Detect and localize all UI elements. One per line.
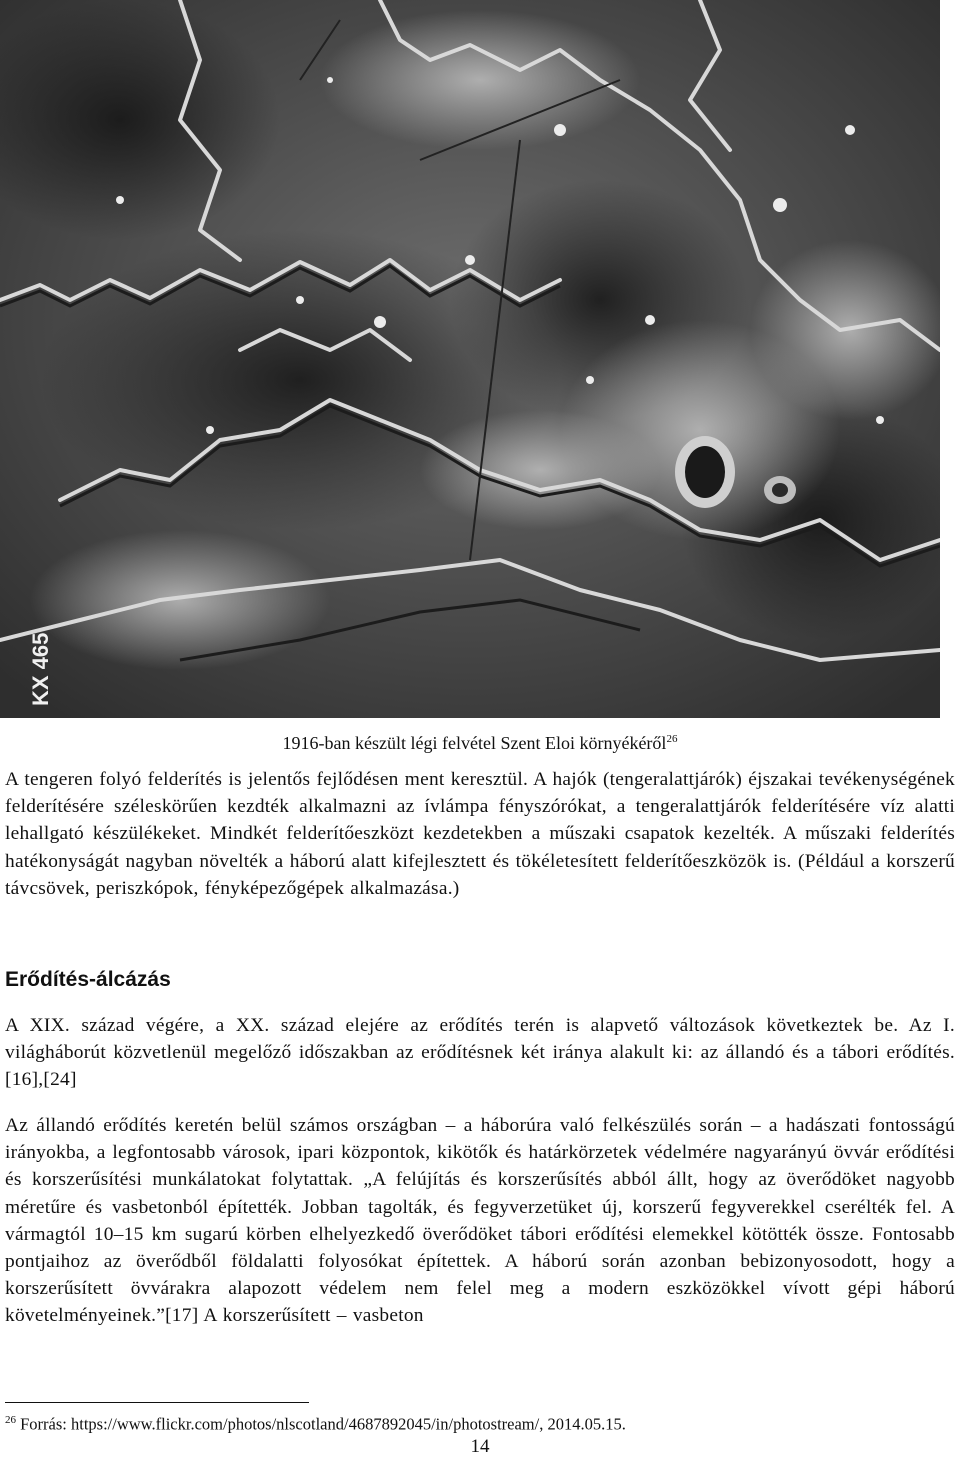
caption-footnote-ref: 26 xyxy=(666,733,678,745)
plate-mark-text: KX 465 xyxy=(28,632,53,706)
caption-text: 1916-ban készült légi felvétel Szent Eloi környékéről xyxy=(282,733,667,753)
page-number: 14 xyxy=(470,1436,490,1457)
aerial-photograph xyxy=(0,0,940,718)
paragraph-fortification-intro: A XIX. század végére, a XX. század elejére az erődítés terén is alapvető változások következtek be. Az I. világháborút közvetlenül megelőző időszakban az erődítésnek két iránya alakult ki: az állandó és a tábori erődítés.[16],[24] xyxy=(5,1015,955,1091)
plate-mark xyxy=(28,633,53,706)
footnote-number: 26 xyxy=(5,1414,16,1426)
footnote-separator xyxy=(5,1402,309,1403)
footnote-text: Forrás: https://www.flickr.com/photos/nlscotland/4687892045/in/photostream/, 2014.05.15. xyxy=(20,1414,626,1434)
figure-caption xyxy=(0,728,960,754)
paragraph-permanent-fortification: Az állandó erődítés keretén belül számos országban – a háborúra való felkészülés során – a hadászati fontosságú irányokba, a legfontosabb városok, ipari központok, kikötők és határkörzetek védelmére nagyarányú övvár erődítési és korszerűsítési munkálatokat folytattak. „A felújítás és korszerűsítés abból állt, hogy az överődöket nagyobb méretűre és vasbetonból építették. Jobban tagolták, és fegyverzetüket új, korszerű fegyverekkel cserélték fel. A vármagtól 10–15 km sugarú körben elhelyezkedő överődöket tábori erődítési elemekkel kötötték össze. Fontosabb pontjaihoz az överődből földalatti folyosókat építettek. A háború során azonban bebizonyosodott, hogy a korszerűsített övvárakra alapozott védelem nem felel meg a modern eszközökkel vívott gépi háború követelményeinek.”[17] A korszerűsített – vasbeton xyxy=(5,1115,955,1327)
section-heading: Erődítés-álcázás xyxy=(5,968,171,991)
paragraph-naval-reconnaissance: A tengeren folyó felderítés is jelentős fejlődésen ment keresztül. A hajók (tengeralattjárók) éjszakai tevékenységének felderítésére széleskörűen kezdték alkalmazni az ívlámpa fényszórókat, a tengeralattjárók felderítésére víz alatti lehallgató készülékeket. Mindkét felderítőeszközt kezdetekben a műszaki csapatok kezelték. A műszaki felderítés hatékonyságát nagyban növelték a háború alatt kifejlesztett és tökéletesített felderítőeszközök is. (Például a korszerű távcsövek, periszkópok, fényképezőgépek alkalmazása.) xyxy=(5,769,955,899)
footnote xyxy=(5,1410,626,1435)
